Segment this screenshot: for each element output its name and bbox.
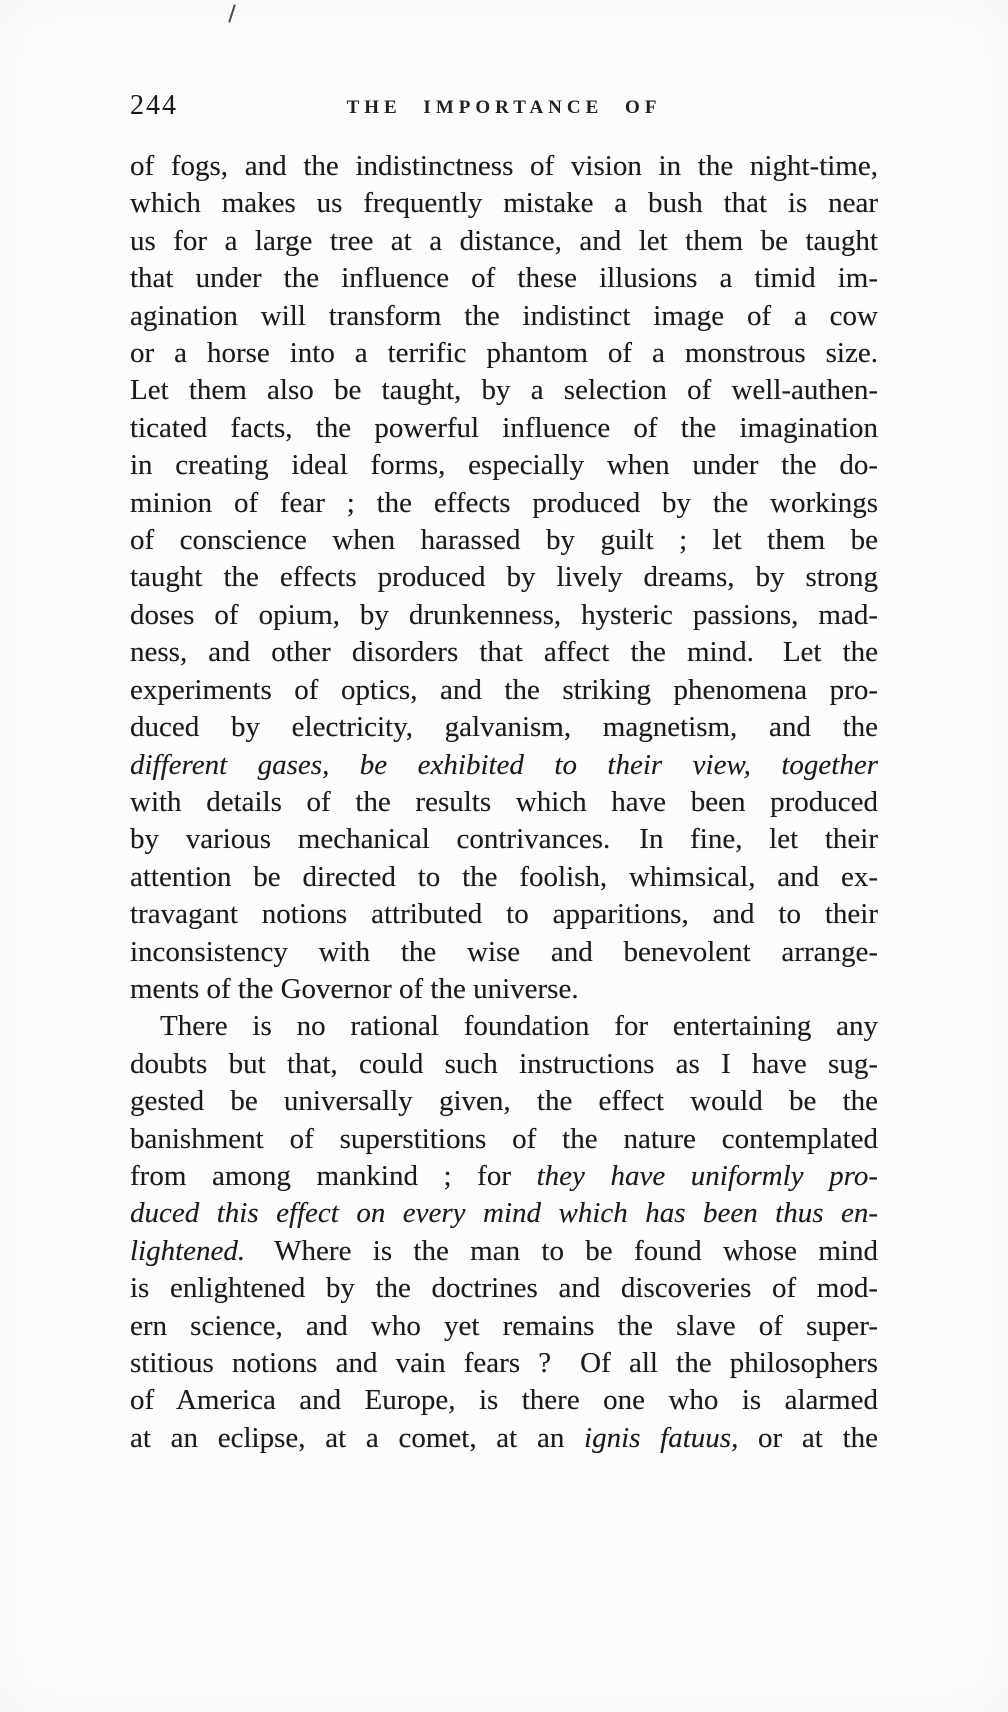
text-line [130,672,878,709]
text-segment: from among mankind ; for [130,1159,537,1192]
text-segment: gested be universally given, the effect would be the [130,1085,878,1118]
pen-mark [228,4,236,23]
text-segment: different gases, be exhibited to their view, together [130,748,878,781]
text-segment: banishment of superstitions of the nature contemplated [130,1122,878,1155]
text-segment: that under the influence of these illusions a timid im- [130,262,878,295]
text-line [130,148,878,185]
text-segment: us for a large tree at a distance, and let them be taught [130,224,878,257]
text-segment: they have uniformly pro- [536,1159,878,1192]
text-segment: or at the [738,1421,879,1454]
page-number: 244 [130,90,178,121]
text-line [130,1233,878,1270]
text-line [130,1158,878,1195]
text-line [130,1195,878,1232]
text-line [130,1345,878,1382]
text-line [130,634,878,671]
text-segment: doubts but that, could such instructions as I have sug- [130,1047,878,1080]
text-segment: with details of the results which have been produced [130,785,878,818]
text-segment: ern science, and who yet remains the slave of super- [130,1309,878,1342]
text-segment: of America and Europe, is there one who is alarmed [130,1384,878,1417]
text-segment: duced by electricity, galvanism, magnetism, and the [130,711,878,744]
text-segment: stitious notions and vain fears ? Of all the philosophers [130,1347,878,1379]
text-line [130,1008,878,1045]
text-line [130,223,878,260]
text-line [130,597,878,634]
text-line [130,896,878,933]
text-segment: There is no rational foundation for entertaining any [160,1010,878,1043]
text-segment: minion of fear ; the effects produced by the workings [130,486,878,519]
text-segment: by various mechanical contrivances. In fine, let their [130,823,878,856]
text-line [130,1083,878,1120]
text-segment: ignis fatuus, [584,1421,739,1454]
text-segment: experiments of optics, and the striking phenomena pro- [130,673,878,706]
text-line [130,747,878,784]
running-title: THE IMPORTANCE OF [346,97,662,118]
text-segment: agination will transform the indistinct image of a cow [130,299,878,332]
text-line [130,410,878,447]
text-line [130,260,878,297]
text-line [130,1046,878,1083]
text-segment: at an eclipse, at a comet, at an [130,1421,585,1454]
text-line [130,934,878,971]
text-line [130,372,878,409]
text-segment: Where is the man to be found whose mind [245,1234,878,1267]
text-line [130,447,878,484]
text-segment: doses of opium, by drunkenness, hysteric passions, mad- [130,598,878,631]
text-line [130,185,878,222]
text-segment: which makes us frequently mistake a bush that is near [130,187,878,220]
text-segment: inconsistency with the wise and benevolent arrange- [130,935,878,968]
text-segment: of fogs, and the indistinctness of vision in the night-time, [130,150,878,182]
text-line [130,971,878,1008]
text-line [130,709,878,746]
text-line [130,1270,878,1307]
text-segment: taught the effects produced by lively dreams, by strong [130,561,878,594]
text-segment: ness, and other disorders that affect the mind. Let the [130,636,878,669]
text-segment: or a horse into a terrific phantom of a monstrous size. [130,337,878,370]
text-segment: ticated facts, the powerful influence of the imagination [130,411,878,444]
text-line [130,1420,878,1457]
text-line [130,859,878,896]
text-segment: is enlightened by the doctrines and discoveries of mod- [130,1272,878,1305]
text-line [130,821,878,858]
page-header [130,90,878,124]
text-line [130,1121,878,1158]
text-segment: lightened. [130,1234,246,1267]
text-segment: ments of the Governor of the universe. [130,972,579,1005]
text-line [130,335,878,372]
text-line [130,1308,878,1345]
text-line [130,522,878,559]
text-segment: of conscience when harassed by guilt ; let them be [130,524,878,557]
text-line [130,1382,878,1419]
paragraph [130,148,878,1008]
page-body [130,148,878,1457]
text-line [130,784,878,821]
text-segment: in creating ideal forms, especially when under the do- [130,449,878,482]
text-segment: Let them also be taught, by a selection of well-authen- [130,374,878,407]
paragraph [130,1008,878,1457]
text-segment: travagant notions attributed to apparitions, and to their [130,898,878,931]
text-line [130,485,878,522]
text-segment: attention be directed to the foolish, whimsical, and ex- [130,860,878,893]
text-segment: duced this effect on every mind which has been thus en- [130,1197,878,1230]
text-line [130,298,878,335]
text-line [130,559,878,596]
